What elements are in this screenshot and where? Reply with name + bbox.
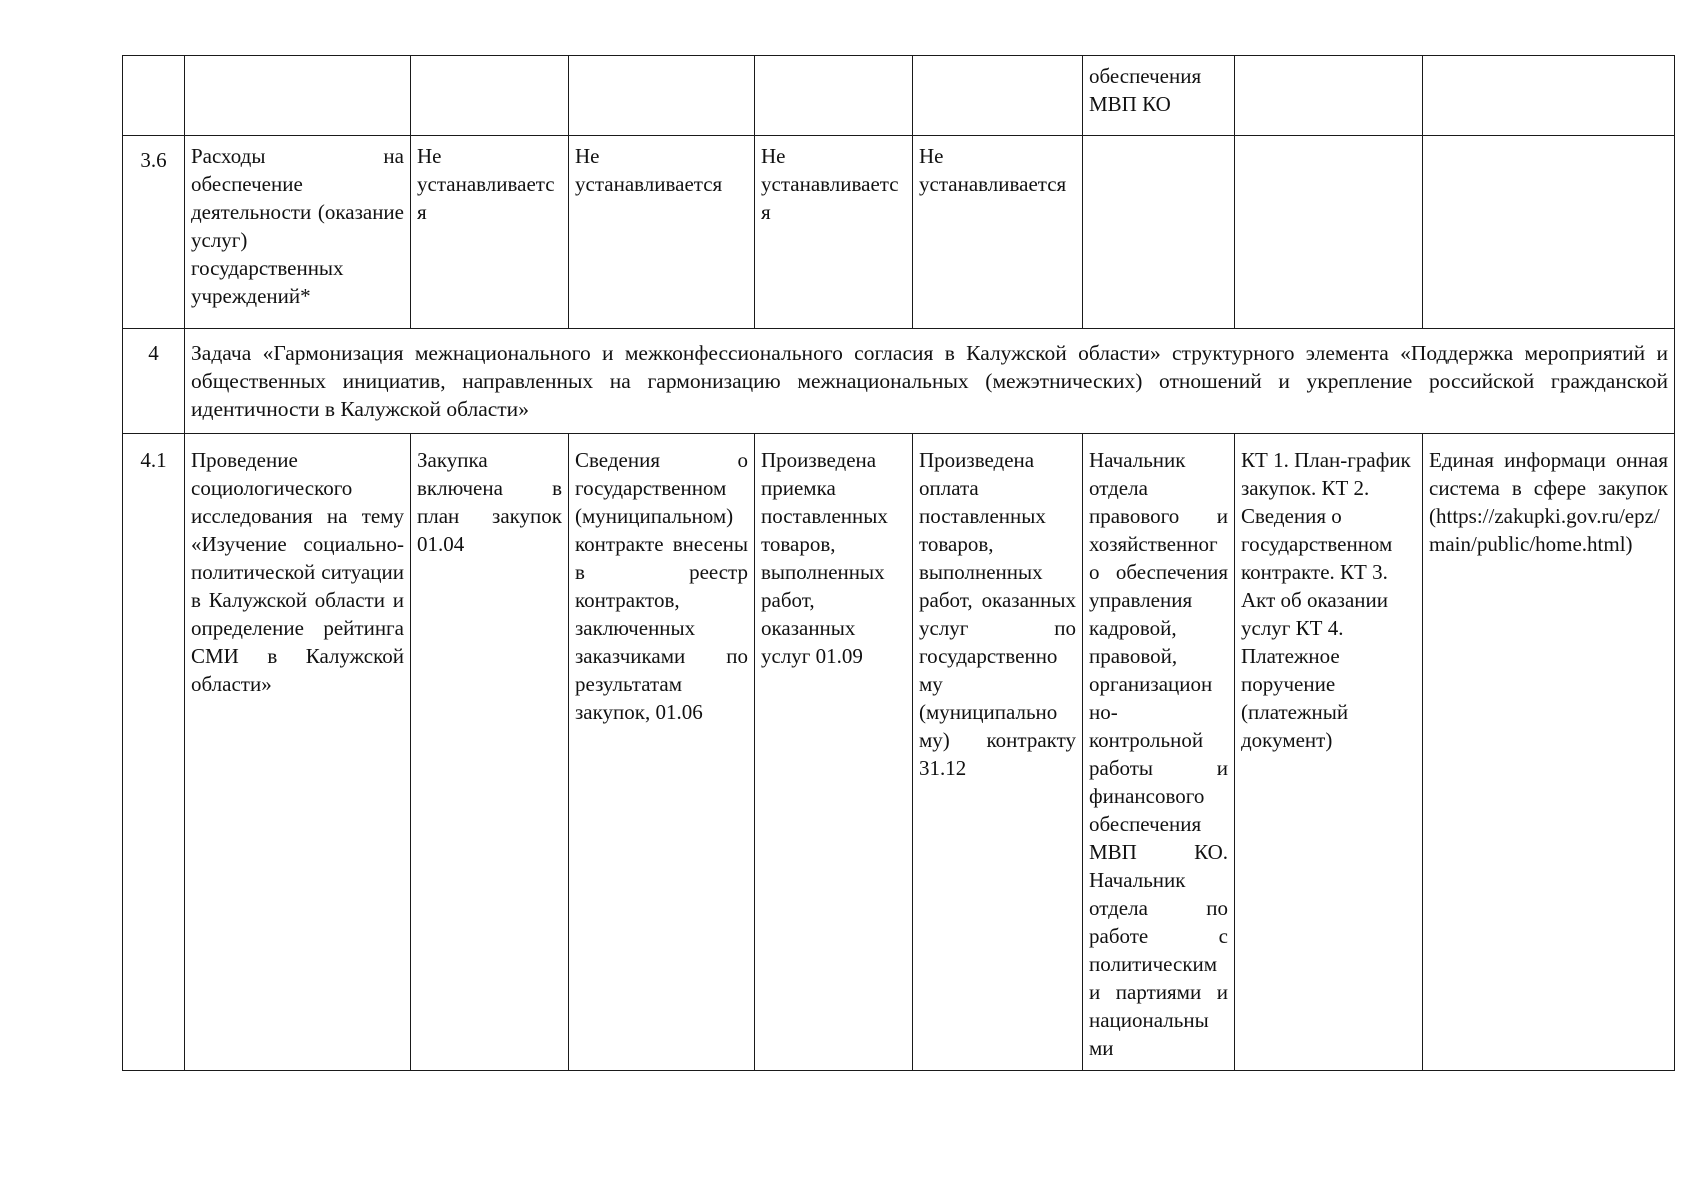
milestone-cell: Закупка включена в план закупок 01.04 — [411, 434, 569, 1071]
milestone-cell: Не устанавливается — [913, 136, 1083, 329]
milestone-cell: Не устанавливаетс я — [755, 136, 913, 329]
table-row — [123, 56, 1675, 136]
milestone-cell: Не устанавливаетс я — [411, 136, 569, 329]
info-system-cell — [1423, 136, 1675, 329]
milestone-cell: Произведена приемка поставленных товаров, выполненных работ, оказанных услуг 01.09 — [755, 434, 913, 1071]
table-cell — [1423, 56, 1675, 136]
activity-name-cell: Проведение социологического исследования на тему «Изучение социально-политической ситуации в Калужской области и определение рейтинга СМИ в Калужской области» — [185, 434, 411, 1071]
milestone-cell: Произведена оплата поставленных товаров, выполненных работ, оказанных услуг по государственно му (муниципально му) контракту 31.12 — [913, 434, 1083, 1071]
activity-name-cell: Расходы на обеспечение деятельности (оказание услуг) государственных учреждений* — [185, 136, 411, 329]
table-row — [123, 329, 1675, 434]
responsible-cell — [1083, 136, 1235, 329]
milestone-cell: Сведения о государственном (муниципальном) контракте внесены в реестр контрактов, заключенных заказчиками по результатам закупок, 01.06 — [569, 434, 755, 1071]
table-cell — [1235, 56, 1423, 136]
table-cell — [185, 56, 411, 136]
row-number: 4.1 — [123, 434, 185, 1071]
table-cell — [411, 56, 569, 136]
responsible-cell: обеспечения МВП КО — [1083, 56, 1235, 136]
table-row — [123, 434, 1675, 1071]
document-type-cell: КТ 1. План-график закупок. КТ 2. Сведения о государственном контракте. КТ 3. Акт об оказании услуг КТ 4. Платежное поручение (платежный документ) — [1235, 434, 1423, 1071]
table-cell — [913, 56, 1083, 136]
row-number: 4 — [123, 329, 185, 434]
document-type-cell — [1235, 136, 1423, 329]
row-number: 3.6 — [123, 136, 185, 329]
plan-table — [122, 55, 1675, 1071]
responsible-cell: Начальник отдела правового и хозяйственног о обеспечения управления кадровой, правовой, организацион но-контрольной работы и финансового обеспечения МВП КО. Начальник отдела по работе с политическим и партиями и национальны ми — [1083, 434, 1235, 1071]
table-cell — [569, 56, 755, 136]
milestone-cell: Не устанавливается — [569, 136, 755, 329]
table-row — [123, 136, 1675, 329]
table-cell — [755, 56, 913, 136]
info-system-cell: Единая информаци онная система в сфере закупок (https://zakupki.gov.ru/epz/main/public/home.html) — [1423, 434, 1675, 1071]
row-number — [123, 56, 185, 136]
task-heading-cell: Задача «Гармонизация межнационального и межконфессионального согласия в Калужской области» структурного элемента «Поддержка мероприятий и общественных инициатив, направленных на гармонизацию межнациональных (межэтнических) отношений и укрепление российской гражданской идентичности в Калужской области» — [185, 329, 1675, 434]
document-page — [122, 55, 1674, 1071]
